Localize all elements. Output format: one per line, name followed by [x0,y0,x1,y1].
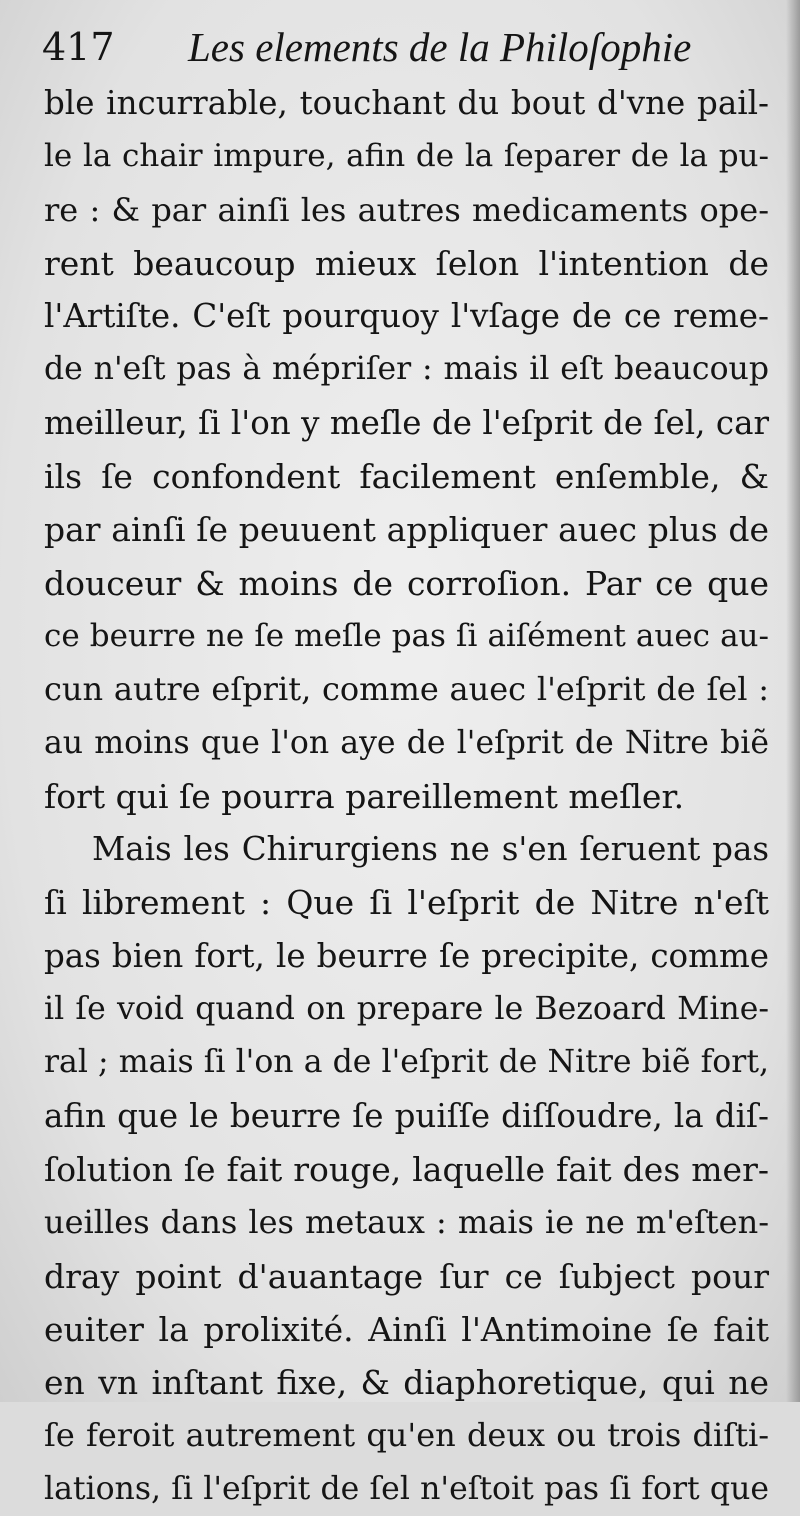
text-line: l'Artiſte. C'eſt pourquoy l'vſage de ce reme- [44,297,769,336]
text-line: le la chair impure, afin de la ſeparer de la pu- [44,138,769,175]
text-line: cun autre eſprit, comme auec l'eſprit de ſel : [44,670,769,709]
text-line: euiter la prolixité. Ainſi l'Antimoine ſe fait [44,1309,769,1349]
text-line: de n'eſt pas à mépriſer : mais il eſt beaucoup [44,351,769,388]
text-line: meilleur, ſi l'on y meſle de l'eſprit de ſel, car [44,403,769,442]
text-line: fort qui ſe pourra pareillement meſler. [44,776,685,816]
text-line: ce beurre ne ſe meſle pas ſi aiſément auec au- [44,617,769,654]
text-line: ral ; mais ſi l'on a de l'eſprit de Nitre biẽ fort, [44,1044,769,1081]
page-header [42,22,762,72]
text-line: ſe feroit autrement qu'en deux ou trois diſti- [44,1416,769,1455]
spine-shadow [786,0,800,1402]
text-line: Mais les Chirurgiens ne s'en ſeruent pas [92,830,769,869]
text-line: ils ſe confondent facilement enſemble, & [44,457,769,497]
text-line: ble incurrable, touchant du bout d'vne pail- [44,84,769,122]
text-line: afin que le beurre ſe puiſſe diſſoudre, la diſ- [44,1096,769,1135]
body-text [44,77,769,1516]
text-line: pas bien fort, le beurre ſe precipite, comme [44,936,769,975]
text-line: ſi librement : Que ſi l'eſprit de Nitre n'eſt [44,883,769,923]
text-line: dray point d'auantage ſur ce ſubject pour [44,1256,769,1296]
text-line: au moins que l'on aye de l'eſprit de Nitre biẽ [44,724,769,761]
text-line: lations, ſi l'eſprit de ſel n'eſtoit pas ſi fort que [44,1470,769,1507]
text-line: en vn inſtant fixe, & diaphoretique, qui ne [44,1363,769,1403]
text-line: rent beaucoup mieux ſelon l'intention de [44,243,769,283]
text-line: par ainſi ſe peuuent appliquer auec plus de [44,510,769,550]
text-line: ſolution ſe fait rouge, laquelle fait des mer- [44,1149,769,1189]
page-number: 417 [42,25,115,69]
text-line: il ſe void quand on prepare le Bezoard Mine- [44,991,769,1028]
text-line: re : & par ainſi les autres medicaments ope- [44,190,769,229]
text-line: ueilles dans les metaux : mais ie ne m'eſten- [44,1203,769,1242]
text-line: douceur & moins de corroſion. Par ce que [44,563,769,603]
running-head: Les elements de la Philoſophie [188,24,692,70]
